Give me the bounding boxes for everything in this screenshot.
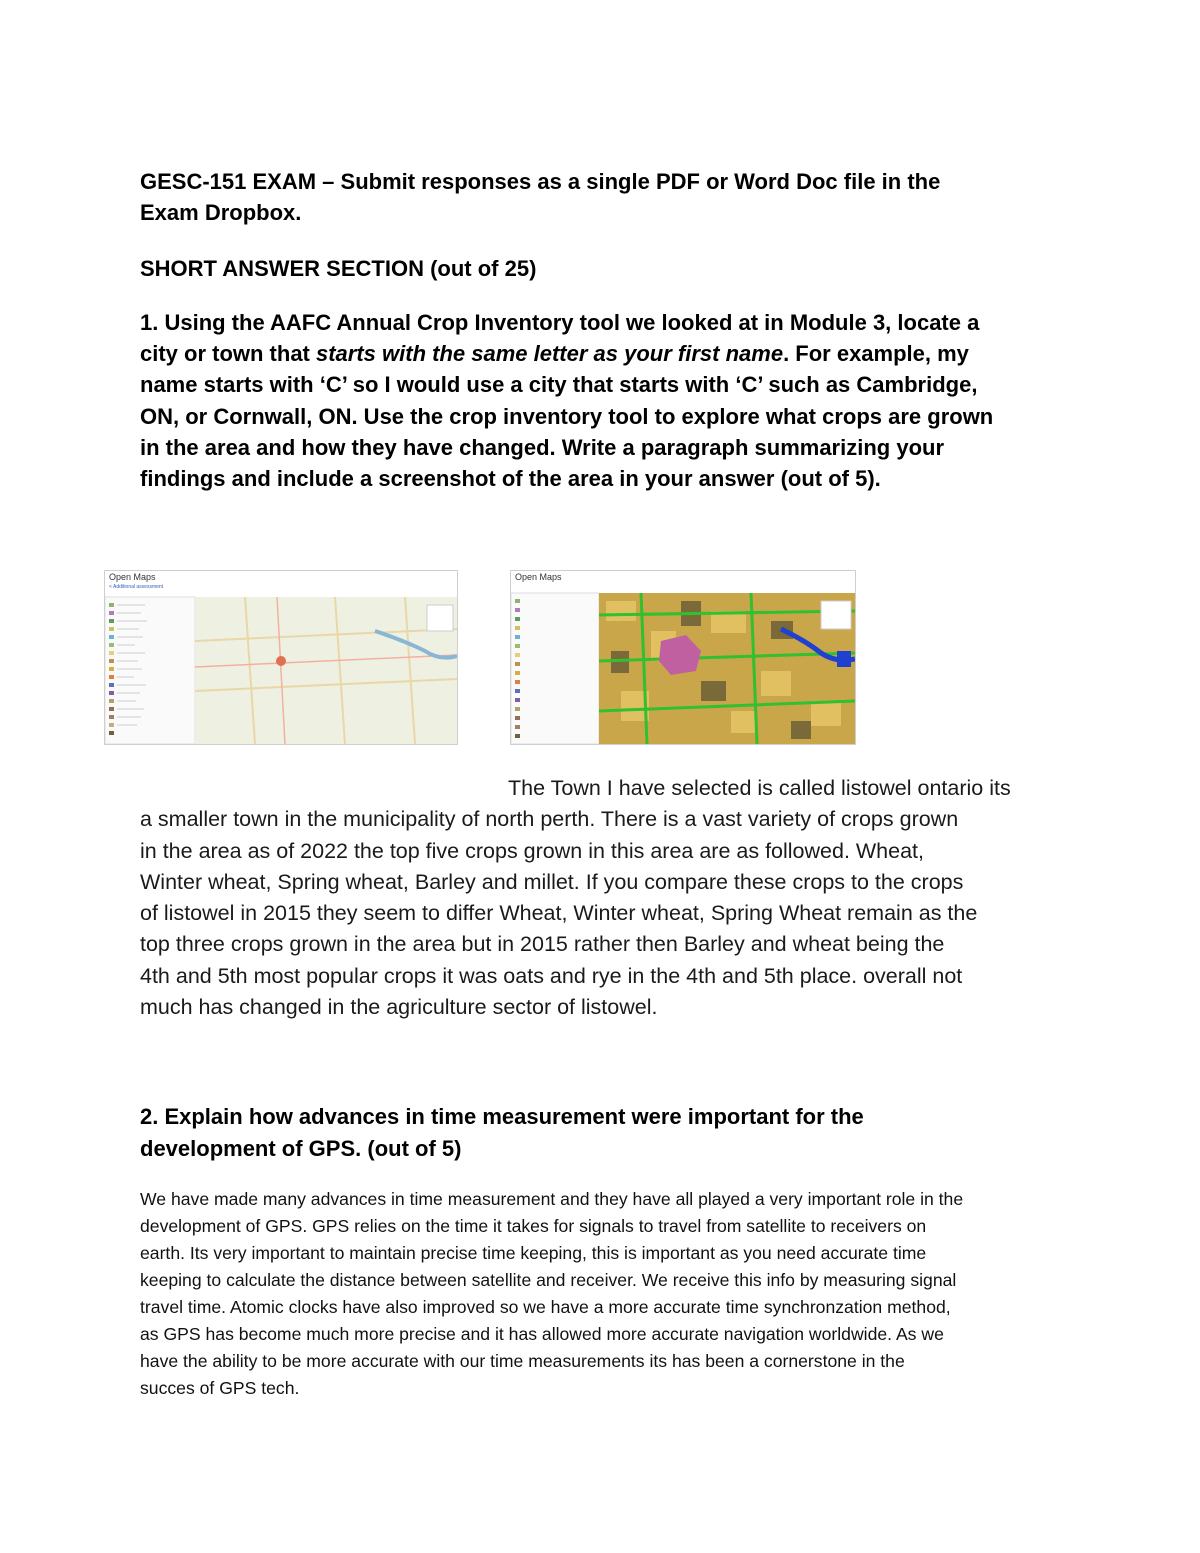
screenshot-link: < Additional assessment xyxy=(109,584,164,590)
answer-2-line: development of GPS. GPS relies on the time it takes for signals to travel from satellite to receivers on xyxy=(140,1216,927,1236)
map-screenshot-crop-inventory xyxy=(510,570,856,745)
map-screenshot-basemap xyxy=(104,570,458,745)
screenshot-title: Open Maps xyxy=(109,572,156,582)
question-1-line: name starts with ‘C’ so I would use a city that starts with ‘C’ such as Cambridge, xyxy=(140,372,978,398)
question-1-line: 1. Using the AAFC Annual Crop Inventory tool we looked at in Module 3, locate a xyxy=(140,310,980,335)
question-1 xyxy=(140,307,1080,494)
answer-1-line: Winter wheat, Spring wheat, Barley and millet. If you compare these crops to the crops xyxy=(140,869,964,894)
crop-inventory-image xyxy=(511,571,855,744)
answer-1-line: top three crops grown in the area but in 2015 rather then Barley and wheat being the xyxy=(140,932,945,957)
question-2 xyxy=(140,1101,864,1164)
section-heading: SHORT ANSWER SECTION (out of 25) xyxy=(140,256,537,281)
answer-2-line: have the ability to be more accurate with our time measurements its has been a cornerstone in the xyxy=(140,1351,905,1371)
exam-title: GESC-151 EXAM – Submit responses as a single PDF or Word Doc file in the xyxy=(140,169,941,194)
answer-1-line: of listowel in 2015 they seem to differ Wheat, Winter wheat, Spring Wheat remain as the xyxy=(140,901,978,926)
question-2-line: 2. Explain how advances in time measurement were important for the xyxy=(140,1104,864,1129)
question-2-line: development of GPS. (out of 5) xyxy=(140,1135,462,1161)
question-1-line: in the area and how they have changed. Write a paragraph summarizing your xyxy=(140,434,945,460)
answer-1-line: much has changed in the agriculture sector of listowel. xyxy=(140,995,658,1020)
answer-2-line: We have made many advances in time measurement and they have all played a very important role in the xyxy=(140,1189,964,1209)
answer-2-line: keeping to calculate the distance between satellite and receiver. We receive this info by measuring signal xyxy=(140,1270,957,1290)
answer-2-paragraph xyxy=(140,1186,1100,1402)
question-1-line: ON, or Cornwall, ON. Use the crop inventory tool to explore what crops are grown xyxy=(140,403,994,429)
answer-2-line: succes of GPS tech. xyxy=(140,1378,300,1398)
answer-1-line: in the area as of 2022 the top five crops grown in this area are as followed. Wheat, xyxy=(140,838,925,863)
legend-swatches xyxy=(109,603,114,735)
question-1-line: findings and include a screenshot of the area in your answer (out of 5). xyxy=(140,466,881,492)
answer-1-line: 4th and 5th most popular crops it was oats and rye in the 4th and 5th place. overall not xyxy=(140,963,963,988)
answer-1-line: a smaller town in the municipality of north perth. There is a vast variety of crops grown xyxy=(140,807,959,832)
answer-1-paragraph xyxy=(140,773,1100,1023)
answer-2-line: as GPS has become much more precise and it has allowed more accurate navigation worldwide. As we xyxy=(140,1324,944,1344)
answer-2-line: earth. Its very important to maintain precise time keeping, this is important as you need accurate time xyxy=(140,1243,927,1263)
answer-2-line: travel time. Atomic clocks have also improved so we have a more accurate time synchronzation method, xyxy=(140,1297,951,1317)
screenshot-title: Open Maps xyxy=(515,572,562,582)
question-1-line: city or town that starts with the same letter as your first name. For example, my xyxy=(140,341,969,367)
exam-title-continued: Exam Dropbox. xyxy=(140,200,302,225)
question-1-emphasis: starts with the same letter as your first name xyxy=(316,341,784,367)
basemap-image xyxy=(105,571,457,744)
answer-1-line: The Town I have selected is called listowel ontario its xyxy=(508,776,1011,800)
